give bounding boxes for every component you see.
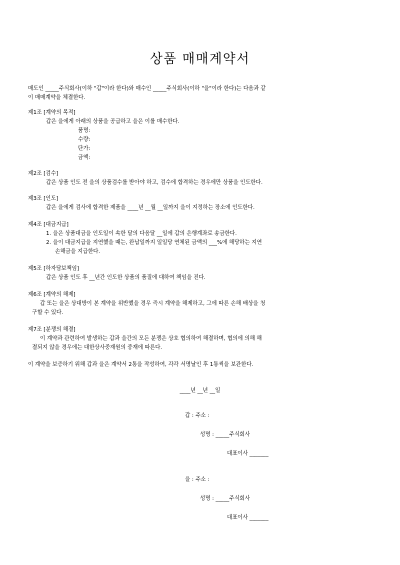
party-a-representative: 대표이사 _______: [227, 451, 269, 457]
party-a-address: 갑 : 주소 :: [185, 413, 210, 419]
contract-date: ____년 __년 __일: [179, 388, 221, 394]
article-1-heading: 제1조 [계약의 목적]: [28, 110, 76, 116]
article-2-heading: 제2조 [검수]: [28, 171, 59, 177]
party-b-name: 성명 : _____주식회사: [200, 496, 250, 502]
article-1-item-name: 품명:: [78, 128, 91, 134]
article-3-body: 갑은 을에게 검사에 합격한 제품을 ____년 __월 __일까지 을이 지정하는 장소에 인도한다.: [46, 205, 255, 211]
article-3-heading: 제3조 [인도]: [28, 196, 59, 202]
article-1-body: 갑은 을에게 아래의 상품을 공급하고 을은 이를 매수한다.: [46, 119, 180, 125]
article-4-line-1: 1. 을은 상품대금을 인도일이 속한 달의 다음달 __일에 갑의 은행계좌로 송금한다.: [46, 231, 237, 237]
article-2-body: 갑은 상품 인도 전 을의 상품검수를 받아야 하고, 검수에 합격하는 경우에만 상품을 인도한다.: [46, 180, 263, 186]
article-5-heading: 제5조 [하자담보책임]: [28, 266, 80, 272]
party-b-address: 을 : 주소 :: [185, 477, 210, 483]
article-1-item-unit-price: 단가:: [78, 146, 91, 152]
article-1-item-amount: 금액:: [78, 155, 91, 161]
article-7-line-1: 이 계약과 관련하여 발생하는 갑과 을간의 모든 분쟁은 상호 협의하여 해결하며, 협의에 의해 해: [40, 336, 262, 342]
article-6-line-1: 갑 또는 을은 상대방이 본 계약을 위반했을 경우 즉시 계약을 해제하고, 그에 따른 손해 배상을 청: [40, 301, 266, 307]
document-title: 상품 매매계약서: [149, 52, 251, 67]
article-6-heading: 제6조 [계약의 해제]: [28, 292, 76, 298]
closing-statement: 이 계약을 보증하기 위해 갑과 을은 계약서 2통을 작성하여, 각각 서명날인 후 1통씩을 보관한다.: [28, 362, 254, 368]
article-4-heading: 제4조 [대금지급]: [28, 222, 69, 228]
party-b-representative: 대표이사 _______: [227, 515, 269, 521]
party-a-name: 성명 : _____주식회사: [200, 432, 250, 438]
article-4-line-2: 2. 을이 대금지급을 지연했을 때는, 완납일까지 일일당 연체된 금액의 ___%에 해당하는 지연: [46, 240, 262, 246]
article-6-line-2: 구할 수 있다.: [32, 310, 64, 316]
article-5-body: 갑은 상품 인도 후 __년간 인도한 상품의 품질에 대하여 책임을 진다.: [46, 275, 206, 281]
article-7-line-2: 결되지 않을 경우에는 대한상사중재원의 중재에 따른다.: [32, 345, 163, 351]
article-7-heading: 제7조 [분쟁의 해결]: [28, 327, 76, 333]
article-1-item-quantity: 수량:: [78, 137, 91, 143]
article-4-line-3: 손해금을 지급한다.: [55, 249, 101, 255]
intro-line-1: 매도인 _____주식회사(이하 "갑"이라 한다)와 매수인 _____주식회사(이하 "을"이라 한다)는 다음과 같: [28, 86, 266, 92]
intro-line-2: 이 매매계약을 체결한다.: [28, 95, 86, 101]
